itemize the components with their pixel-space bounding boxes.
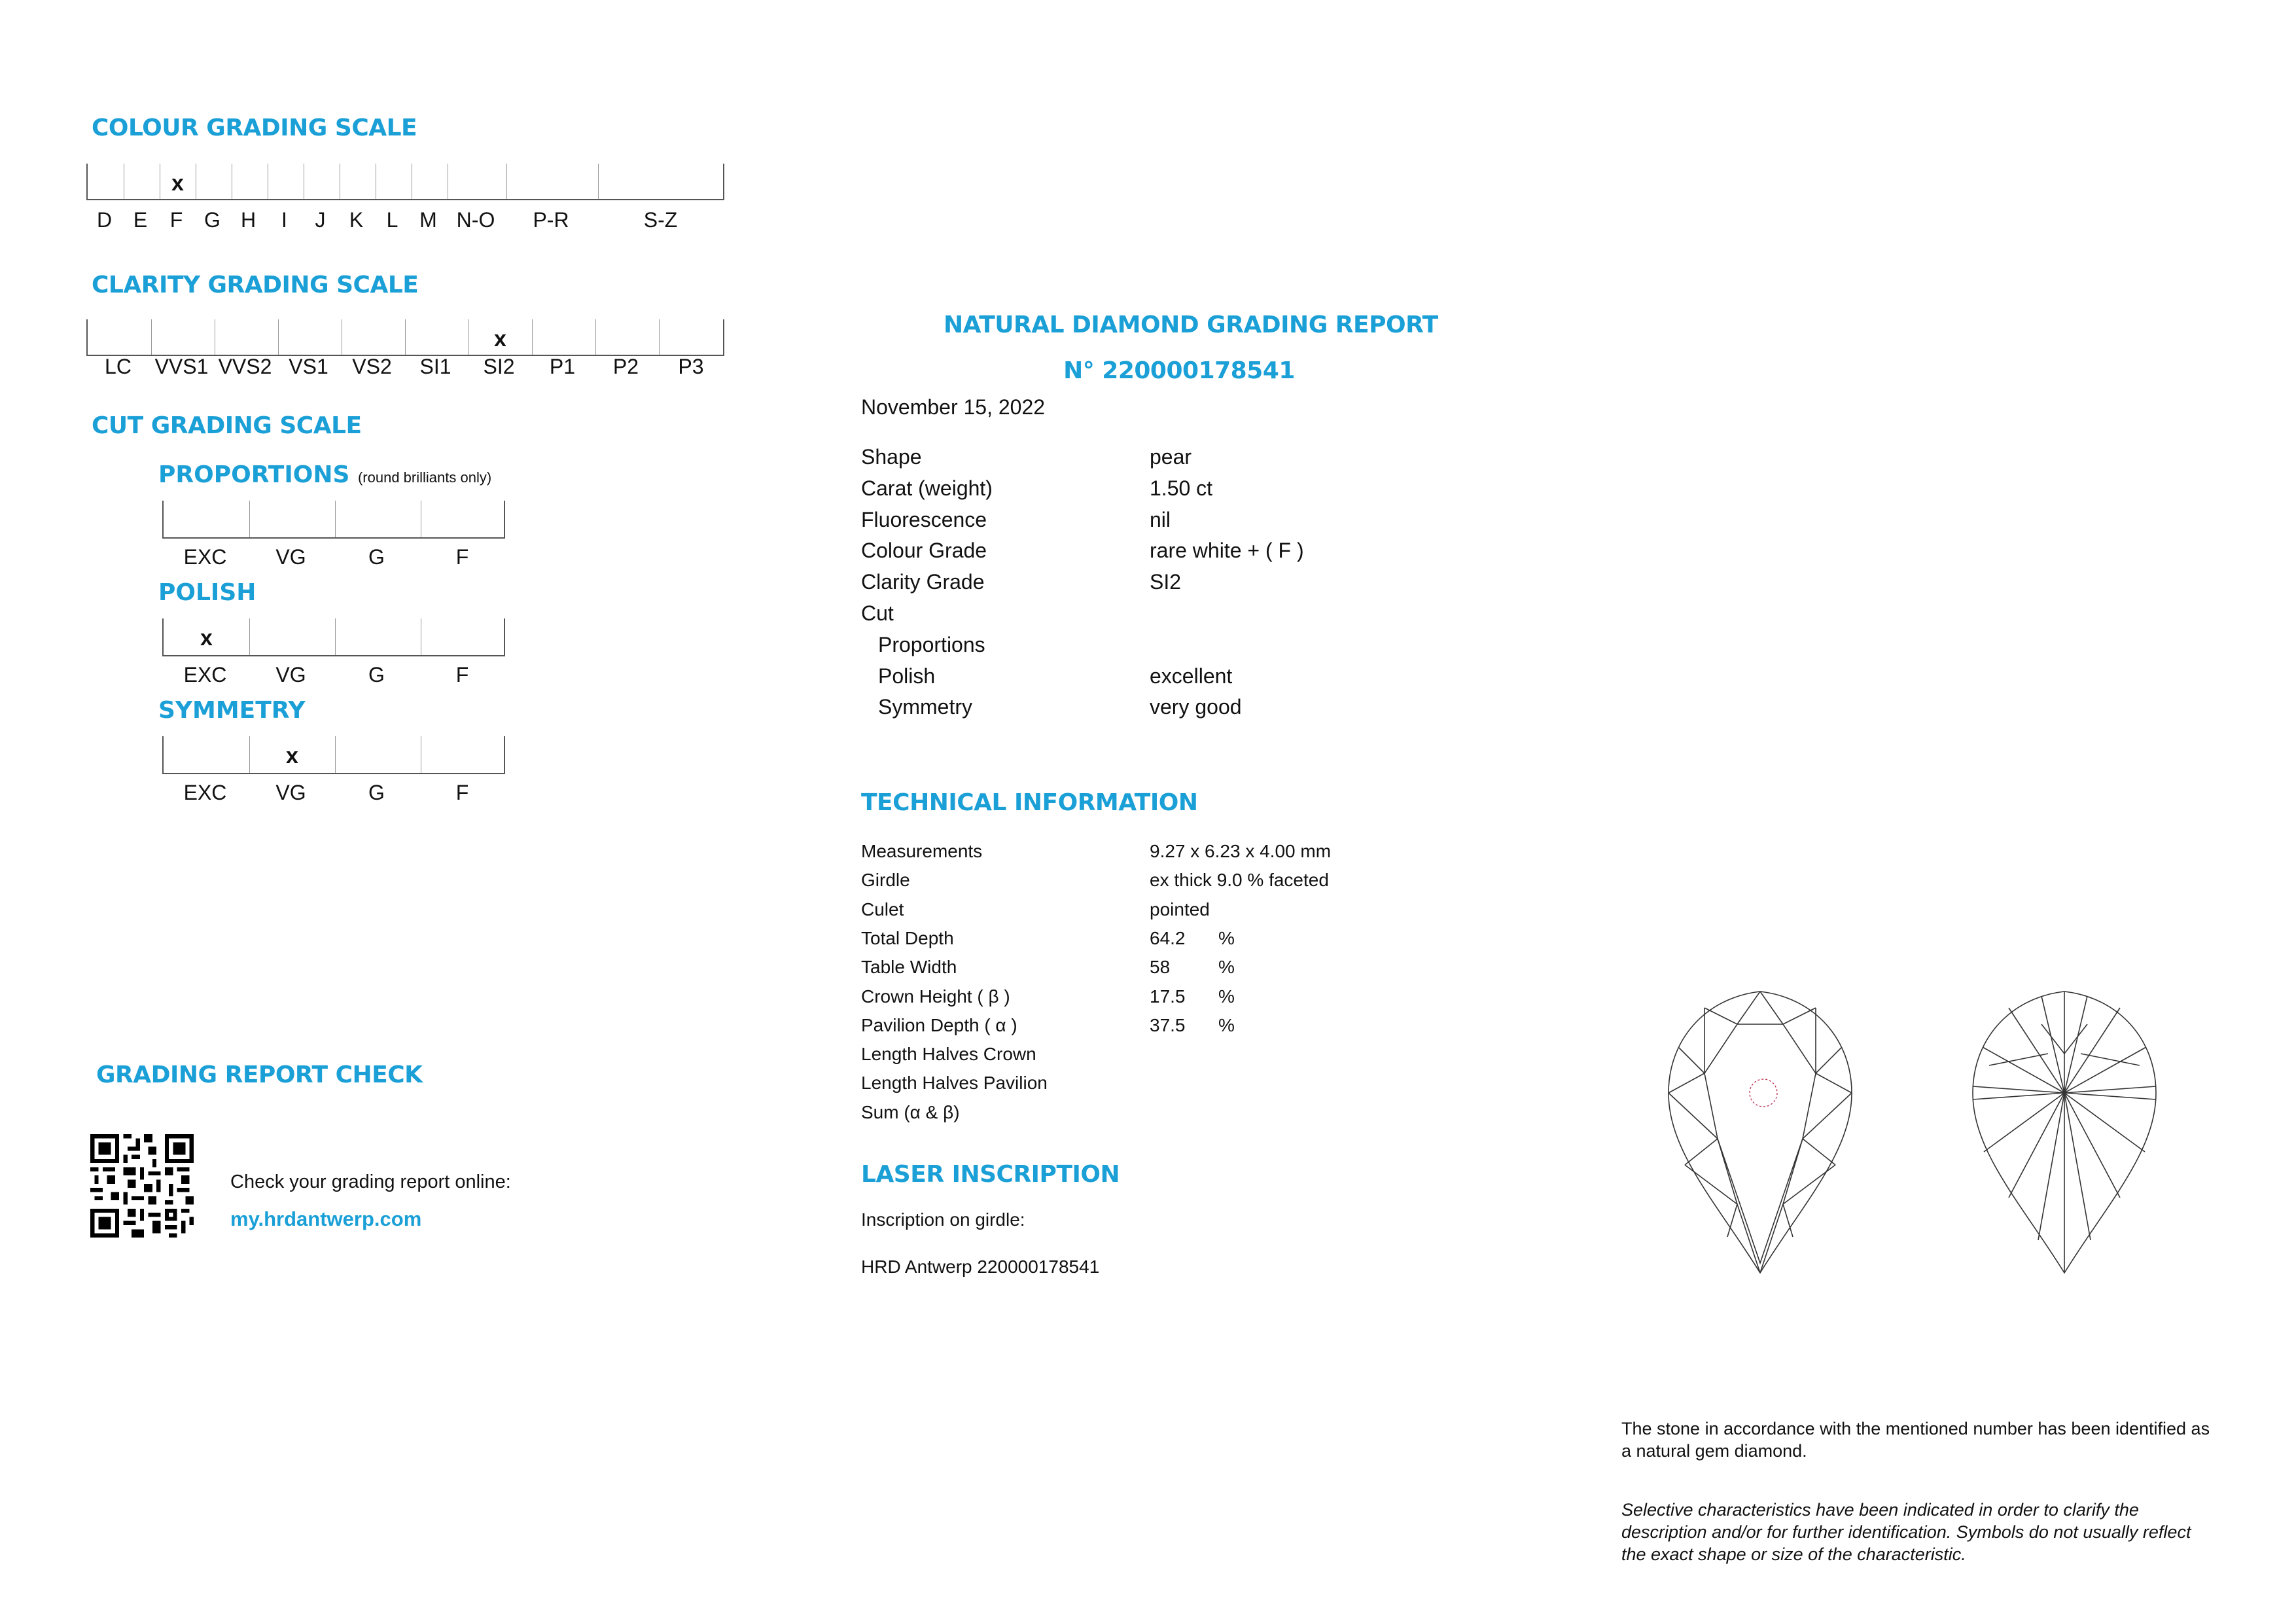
scale-cell-vs1 [278,319,342,355]
cut-cell-exc [164,618,250,655]
report-date: November 15, 2022 [861,395,1046,419]
clarity-grading-scale [86,319,724,356]
polish-scale [162,618,505,656]
cut-scale-title: CUT GRADING SCALE [92,412,362,439]
pear-crown-plot-icon [1665,988,1855,1277]
grade-mark: x [286,743,298,768]
scale-label: J [315,208,326,232]
grade-mark: x [494,327,506,351]
technical-row-value: pointed [1150,899,1210,919]
proportions-note: (round brilliants only) [357,469,492,486]
scale-label: N-O [456,208,495,232]
report-row-label: Cut [861,601,894,625]
qr-code-icon[interactable] [90,1134,194,1238]
scale-label: S-Z [643,208,678,232]
scale-label: P2 [612,355,639,378]
report-row-value: excellent [1150,664,1233,688]
technical-row-label: Sum (α & β) [861,1101,960,1122]
technical-row-label: Length Halves Pavilion [861,1073,1048,1094]
cut-scale-label: VG [275,545,306,569]
scale-cell-p3 [659,319,726,355]
report-row-value: rare white + ( F ) [1150,539,1304,563]
scale-cell-vs2 [342,319,406,355]
cut-scale-label: VG [275,663,306,687]
polish-title: POLISH [158,579,256,606]
scale-label: VS2 [352,355,392,378]
proportions-title-text: PROPORTIONS [158,461,350,488]
report-row-value: nil [1150,507,1171,531]
technical-row-value: 17.5 [1150,986,1186,1007]
colour-scale-title: COLOUR GRADING SCALE [92,115,417,141]
scale-label: H [240,208,256,232]
cut-scale-label: EXC [183,663,227,687]
scale-cell-d [88,164,124,199]
cut-cell-f [421,736,506,773]
cut-scale-label: EXC [183,781,227,804]
grading-check-text: Check your grading report online: [230,1171,511,1192]
scale-cell-l [376,164,412,199]
report-title: NATURAL DIAMOND GRADING REPORT [944,312,1438,338]
scale-label: G [204,208,221,232]
report-row-value: pear [1150,445,1192,469]
scale-label: SI1 [419,355,451,378]
cut-cell-vg [249,736,336,773]
report-row-label: Fluorescence [861,507,987,531]
technical-row-label: Crown Height ( β ) [861,986,1010,1007]
technical-row-value: 64.2 [1150,927,1186,948]
scale-cell-i [268,164,304,199]
scale-cell-si1 [405,319,469,355]
cut-cell-g [335,736,421,773]
scale-cell-si2 [468,319,533,355]
technical-row-label: Girdle [861,870,910,891]
symmetry-scale [162,736,505,774]
scale-label: L [386,208,398,232]
report-row-label: Proportions [878,632,985,656]
scale-label: E [133,208,148,232]
grade-mark: x [200,626,213,651]
clarity-scale-title: CLARITY GRADING SCALE [92,272,419,298]
report-row-value: very good [1150,695,1242,719]
technical-row-unit: % [1218,927,1235,948]
report-row-label: Carat (weight) [861,476,993,500]
cut-scale-label: F [455,545,469,569]
cut-cell-f [421,501,506,537]
technical-row-label: Culet [861,899,904,919]
grade-mark: x [171,171,184,196]
scale-cell-p1 [532,319,596,355]
report-row-label: Colour Grade [861,539,987,563]
disclaimer-note: Selective characteristics have been indicated in order to clarify the description and/or for further identification. Symbols do not usually reflect the exact shape or size of the characteristic. [1621,1500,2191,1564]
cut-scale-label: F [455,781,469,804]
report-row-label: Shape [861,445,922,469]
identification-note: The stone in accordance with the mentioned number has been identified as a natural gem diamond. [1621,1419,2210,1461]
cut-scale-label: G [368,781,385,804]
colour-grading-scale [86,164,724,200]
scale-cell-p2 [595,319,660,355]
scale-cell-g [196,164,232,199]
cut-scale-label: G [368,545,385,569]
scale-cell-j [304,164,340,199]
scale-label: I [281,208,287,232]
cut-cell-exc [164,501,250,537]
cut-cell-g [335,618,421,655]
scale-cell-m [412,164,448,199]
scale-cell-n-o [448,164,507,199]
scale-cell-e [124,164,160,199]
scale-label: P1 [549,355,576,378]
technical-row-label: Length Halves Crown [861,1044,1036,1065]
cut-scale-label: EXC [183,545,227,569]
cut-cell-g [335,501,421,537]
scale-label: P-R [533,208,569,232]
scale-label: P3 [678,355,704,378]
scale-label: VVS1 [154,355,209,378]
cut-scale-label: G [368,663,385,687]
report-row-label: Symmetry [878,695,972,719]
laser-inscription: HRD Antwerp 220000178541 [861,1257,1100,1277]
pear-pavilion-plot-icon [1969,988,2159,1277]
colour-scale-labels [86,208,724,234]
cut-cell-f [421,618,506,655]
technical-row-value: 58 [1150,957,1171,978]
scale-label: VS1 [289,355,328,378]
scale-label: SI2 [483,355,515,378]
proportions-scale-labels [162,545,505,571]
technical-row-unit: % [1218,986,1235,1007]
scale-cell-lc [88,319,152,355]
cut-scale-label: VG [275,781,306,804]
scale-cell-h [232,164,268,199]
technical-row-label: Total Depth [861,927,954,948]
scale-label: VVS2 [218,355,272,378]
scale-label: LC [105,355,132,378]
technical-row-unit: % [1218,1014,1235,1035]
scale-label: F [169,208,183,232]
scale-label: M [419,208,437,232]
laser-title: LASER INSCRIPTION [861,1161,1120,1188]
cut-cell-exc [164,736,250,773]
report-row-value: SI2 [1150,570,1182,594]
laser-label: Inscription on girdle: [861,1209,1025,1230]
cut-cell-vg [249,501,336,537]
grading-check-link[interactable]: my.hrdantwerp.com [230,1207,422,1230]
polish-scale-labels [162,663,505,689]
technical-row-label: Pavilion Depth ( α ) [861,1014,1017,1035]
report-row-label: Clarity Grade [861,570,985,594]
technical-row-unit: % [1218,957,1235,978]
technical-row-label: Measurements [861,841,983,861]
scale-cell-s-z [598,164,726,199]
scale-cell-k [340,164,376,199]
technical-row-value: 9.27 x 6.23 x 4.00 mm [1150,841,1332,861]
cut-cell-vg [249,618,336,655]
scale-cell-vvs2 [215,319,279,355]
scale-cell-vvs1 [151,319,215,355]
scale-label: K [349,208,364,232]
technical-row-label: Table Width [861,957,957,978]
symmetry-title: SYMMETRY [158,697,306,724]
report-row-label: Polish [878,664,936,688]
report-row-value: 1.50 ct [1150,476,1213,500]
technical-row-value: ex thick 9.0 % faceted [1150,870,1329,891]
scale-cell-p-r [506,164,599,199]
proportions-scale [162,501,505,539]
proportions-title [158,461,491,488]
scale-cell-f [160,164,196,199]
clarity-scale-labels [86,355,724,381]
technical-row-value: 37.5 [1150,1014,1186,1035]
cut-scale-label: F [455,663,469,687]
symmetry-scale-labels [162,781,505,807]
technical-title: TECHNICAL INFORMATION [861,789,1198,816]
report-number: N° 220000178541 [1063,357,1295,384]
scale-label: D [96,208,113,232]
grading-check-title: GRADING REPORT CHECK [96,1061,423,1088]
